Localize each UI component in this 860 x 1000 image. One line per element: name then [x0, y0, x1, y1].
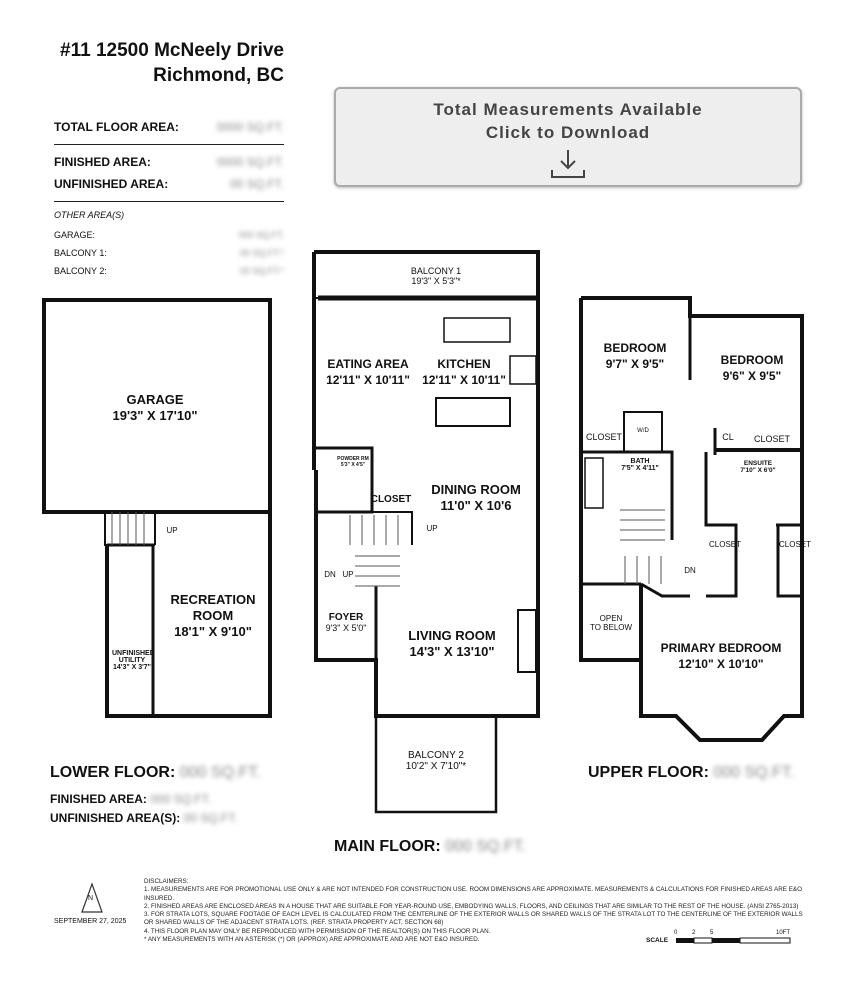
- bedroom1-dimensions: 9'7" X 9'5": [605, 357, 665, 371]
- main-closet-label: CLOSET: [370, 494, 412, 505]
- main-up-label: UP: [426, 524, 438, 533]
- kitchen-name: KITCHEN: [437, 357, 491, 371]
- area-summary: [54, 114, 284, 202]
- dining-room-dimensions: 11'0" X 10'6: [440, 498, 512, 513]
- upper-dn-label: DN: [684, 566, 696, 575]
- bedroom2-name: BEDROOM: [720, 353, 784, 367]
- garage-area-row: [54, 226, 284, 244]
- lower-up-label: UP: [166, 526, 178, 535]
- ensuite-label: [740, 460, 776, 474]
- recreation-dimensions: 18'1" X 9'10": [174, 624, 252, 639]
- upper-floor-label: UPPER FLOOR:: [588, 764, 709, 781]
- upper-cl-label: CL: [722, 432, 734, 442]
- main-floor-value: 000 SQ.FT.: [445, 838, 527, 855]
- balcony1-name: BALCONY 1: [410, 266, 462, 276]
- lower-floor-label: LOWER FLOOR:: [50, 764, 176, 781]
- living-room-name: LIVING ROOM: [408, 628, 496, 643]
- lower-unfinished-label: UNFINISHED AREA(S):: [50, 811, 181, 825]
- main-floor-label: MAIN FLOOR:: [334, 838, 441, 855]
- download-icon: [548, 148, 588, 180]
- dining-room-label: [418, 482, 534, 514]
- balcony1-area-label: BALCONY 1:: [54, 248, 107, 258]
- scale-tick-10: 10FT: [776, 930, 791, 936]
- upper-floor-value: 000 SQ.FT.: [713, 764, 795, 781]
- foyer-label: [318, 612, 374, 633]
- total-area-label: TOTAL FLOOR AREA:: [54, 120, 179, 134]
- scale-label: SCALE: [646, 937, 669, 944]
- living-room-label: [392, 628, 512, 660]
- balcony2-area-value: 00 SQ.FT.*: [239, 266, 284, 276]
- scale-tick-0: 0: [674, 930, 678, 936]
- balcony1-label: [376, 266, 496, 286]
- unfinished-area-value: 00 SQ.FT.: [229, 177, 284, 191]
- address-line2: Richmond, BC: [153, 65, 284, 86]
- bath-label: [612, 458, 668, 472]
- eating-area-label: [318, 356, 418, 388]
- washer-dryer-label: W/D: [637, 428, 649, 434]
- foyer-name: FOYER: [328, 612, 364, 623]
- upper-closet3-label: CLOSET: [709, 540, 742, 549]
- balcony1-dimensions: 19'3" X 5'3"*: [411, 276, 461, 286]
- primary-bedroom-dimensions: 12'10" X 10'10": [678, 657, 764, 671]
- open-to-below-label: [584, 614, 638, 632]
- bedroom1-label: [588, 340, 682, 372]
- bedroom2-dimensions: 9'6" X 9'5": [722, 369, 782, 383]
- primary-bedroom-label: [646, 640, 796, 672]
- balcony2-area-label: BALCONY 2:: [54, 266, 107, 276]
- lower-floor-value: 000 SQ.FT.: [179, 764, 261, 781]
- unfinished-area-row: [54, 173, 284, 195]
- living-room-dimensions: 14'3" X 13'10": [409, 644, 495, 659]
- bath-dimensions: 7'5" X 4'11": [621, 465, 659, 472]
- stairs: [112, 510, 665, 586]
- lower-finished-value: 000 SQ.FT.: [150, 792, 211, 806]
- foyer-dimensions: 9'3" X 5'0": [325, 623, 367, 633]
- lower-floor-title: [50, 764, 261, 782]
- disclaimer-3: 3. FOR STRATA LOTS, SQUARE FOOTAGE OF EACH LEVEL IS CALCULATED FROM THE CENTERLINE OF THE EXTERIOR WALLS OR SHARED WALLS OF THE STRATA LOT TO THE CENTERLINE OF THE EXTERIOR WALLS OR SHARED WALLS OF THE ADJACENT STRATA LOTS. (REF. STRATA PROPERTY ACT, SECTION 68): [144, 911, 803, 927]
- scale-tick-5: 5: [710, 930, 714, 936]
- main-dn-label: DN: [324, 570, 336, 579]
- download-line1: Total Measurements Available: [433, 100, 703, 119]
- disclaimers: [144, 878, 804, 944]
- ensuite-name: ENSUITE: [743, 460, 773, 467]
- lower-finished-label: FINISHED AREA:: [50, 792, 147, 806]
- other-areas-heading: OTHER AREA(S): [54, 210, 125, 220]
- balcony2-label: [378, 750, 494, 772]
- finished-area-row: [54, 151, 284, 173]
- address-line1: #11 12500 McNeely Drive: [60, 40, 284, 61]
- balcony2-name: BALCONY 2: [408, 750, 464, 761]
- balcony2-dimensions: 10'2" X 7'10"*: [405, 761, 467, 772]
- upper-floor-title: [588, 764, 794, 782]
- lower-unfinished-value: 00 SQ.FT.: [183, 811, 238, 825]
- scale-tick-2: 2: [692, 930, 696, 936]
- bath-name: BATH: [630, 458, 650, 465]
- lower-floor-plan: [44, 300, 270, 716]
- dining-room-name: DINING ROOM: [431, 482, 521, 497]
- bedroom1-name: BEDROOM: [603, 341, 667, 355]
- ensuite-dimensions: 7'10" X 6'0": [740, 467, 776, 474]
- recreation-room-label: [158, 592, 268, 640]
- kitchen-label: [414, 356, 514, 388]
- balcony1-area-row: [54, 244, 284, 262]
- balcony1-area-value: 00 SQ.FT.*: [239, 248, 284, 258]
- other-areas: [54, 210, 284, 280]
- balcony2-area-row: [54, 262, 284, 280]
- finished-area-value: 0000 SQ.FT.: [216, 155, 284, 169]
- disclaimer-5: * ANY MEASUREMENTS WITH AN ASTERISK (*) OR (APPROX) ARE APPROXIMATE AND ARE NOT E&O INSURED.: [144, 936, 480, 944]
- garage-name: GARAGE: [126, 392, 184, 407]
- plan-date: SEPTEMBER 27, 2025: [54, 918, 127, 925]
- open-line2: TO BELOW: [589, 623, 633, 632]
- lower-unfinished: [50, 811, 238, 825]
- disclaimer-2: 2. FINISHED AREAS ARE ENCLOSED AREAS IN A HOUSE THAT ARE SUITABLE FOR YEAR-ROUND USE, EMBODYING WALLS, FLOORS, AND CEILINGS THAT ARE SIMILAR TO THE REST OF THE HOUSE. (ANSI Z765-2013): [144, 902, 799, 910]
- eating-area-dimensions: 12'11" X 10'11": [326, 373, 410, 387]
- garage-label: [90, 392, 220, 424]
- recreation-name-1: RECREATION: [170, 592, 256, 607]
- disclaimer-4: 4. THIS FLOOR PLAN MAY ONLY BE REPRODUCED WITH PERMISSION OF THE REALTOR(S) ON THIS FLOOR PLAN.: [144, 927, 491, 935]
- finished-area-label: FINISHED AREA:: [54, 155, 151, 169]
- garage-area-label: GARAGE:: [54, 230, 96, 240]
- north-label: N: [88, 895, 94, 902]
- primary-bedroom-name: PRIMARY BEDROOM: [660, 641, 782, 655]
- garage-dimensions: 19'3" X 17'10": [112, 408, 198, 423]
- unfinished-area-label: UNFINISHED AREA:: [54, 177, 169, 191]
- eating-area-name: EATING AREA: [327, 357, 409, 371]
- main-up2-label: UP: [342, 570, 354, 579]
- recreation-name-2: ROOM: [192, 608, 234, 623]
- total-area-row: [54, 114, 284, 140]
- bedroom2-label: [706, 352, 798, 384]
- download-measurements-button[interactable]: [334, 87, 802, 187]
- total-area-value: 0000 SQ.FT.: [216, 120, 284, 134]
- download-line2: Click to Download: [485, 123, 651, 142]
- property-address: [54, 38, 284, 88]
- divider: [54, 144, 284, 145]
- disclaimer-title: DISCLAIMERS:: [144, 878, 189, 885]
- disclaimer-1: 1. MEASUREMENTS ARE FOR PROMOTIONAL USE ONLY & ARE NOT INTENDED FOR CONSTRUCTION USE. ROOM DIMENSIONS ARE APPROXIMATE. MEASUREMENTS & CALCULATIONS FOR FINISHED AREAS ARE E&O INSURED.: [144, 886, 803, 902]
- upper-closet4-label: CLOSET: [779, 540, 812, 549]
- upper-closet1-label: CLOSET: [585, 432, 622, 442]
- powder-room-label: POWDER RM 5'3" X 4'5": [337, 456, 369, 468]
- main-floor-title: [334, 838, 526, 856]
- lower-finished: [50, 792, 211, 806]
- kitchen-dimensions: 12'11" X 10'11": [422, 373, 506, 387]
- garage-area-value: 000 SQ.FT.: [238, 230, 284, 240]
- utility-label: UNFINISHED UTILITY 14'3" X 3'7": [112, 650, 155, 671]
- upper-closet2-label: CLOSET: [753, 434, 790, 444]
- open-line1: OPEN: [599, 614, 623, 623]
- divider: [54, 201, 284, 202]
